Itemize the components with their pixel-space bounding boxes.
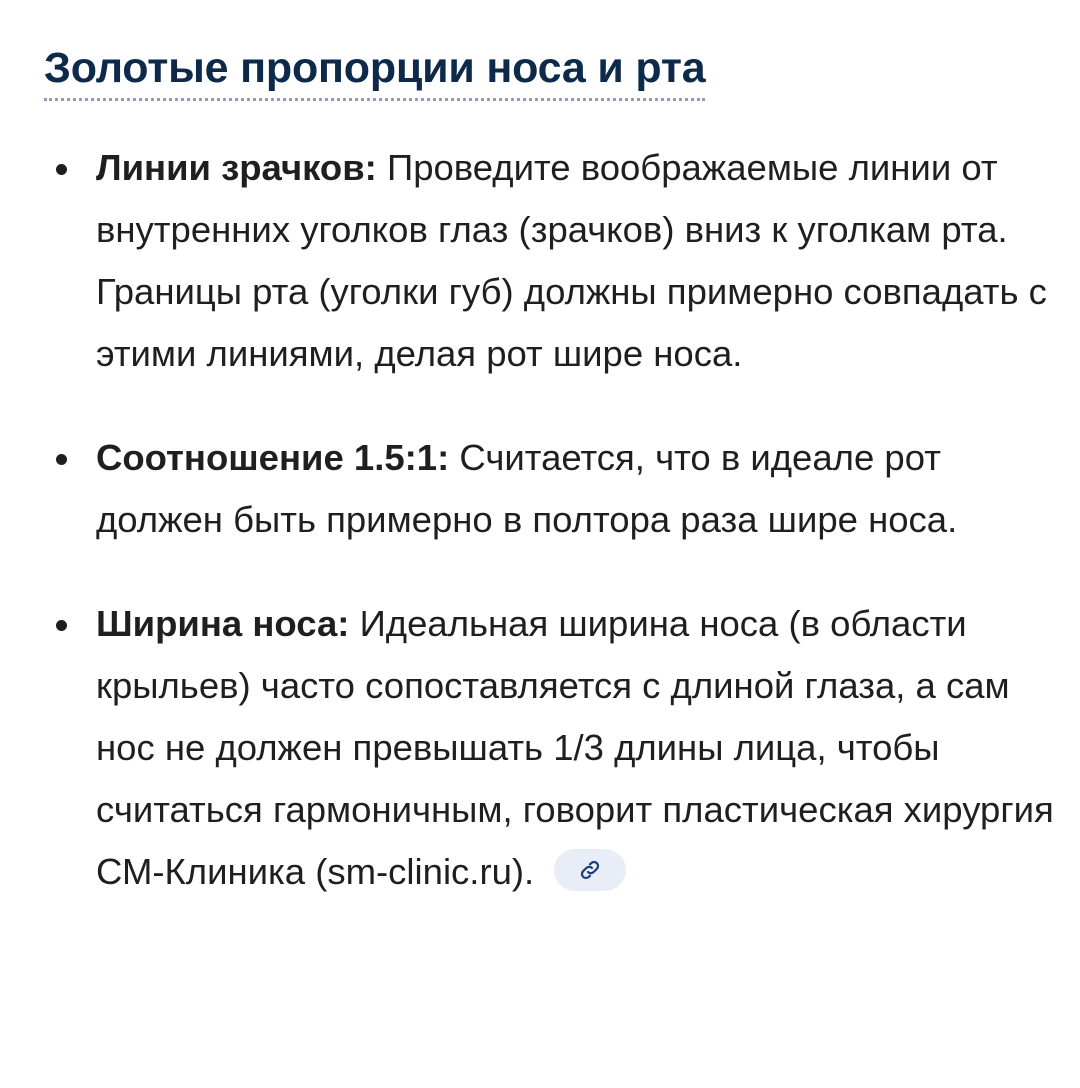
- point-term: Соотношение 1.5:1:: [96, 437, 450, 478]
- bullet-dot: [56, 164, 67, 175]
- point-term: Линии зрачков:: [96, 147, 377, 188]
- point-text: Считается, что в идеале рот должен быть примерно в полтора раза шире носа.: [96, 437, 958, 540]
- list-item: [44, 137, 1054, 385]
- link-icon: [578, 858, 602, 882]
- points-list: [44, 137, 1054, 903]
- source-link-button[interactable]: [554, 849, 626, 891]
- answer-section: [44, 38, 1054, 945]
- point-term: Ширина носа:: [96, 603, 350, 644]
- bullet-dot: [56, 620, 67, 631]
- point-text: Идеальная ширина носа (в области крыльев) часто сопоставляется с длиной глаза, а сам нос не должен превышать 1/3 длины лица, чтобы считаться гармоничным, говорит пластическая хирургия СМ-Клиника (sm-clinic.ru).: [96, 603, 1054, 892]
- list-item: [44, 427, 1054, 551]
- point-text: Проведите воображаемые линии от внутренних уголков глаз (зрачков) вниз к уголкам рта. Границы рта (уголки губ) должны примерно совпадать с этими линиями, делая рот шире носа.: [96, 147, 1047, 374]
- list-item: [44, 593, 1054, 903]
- bullet-dot: [56, 454, 67, 465]
- section-heading-link[interactable]: Золотые пропорции носа и рта: [44, 38, 705, 101]
